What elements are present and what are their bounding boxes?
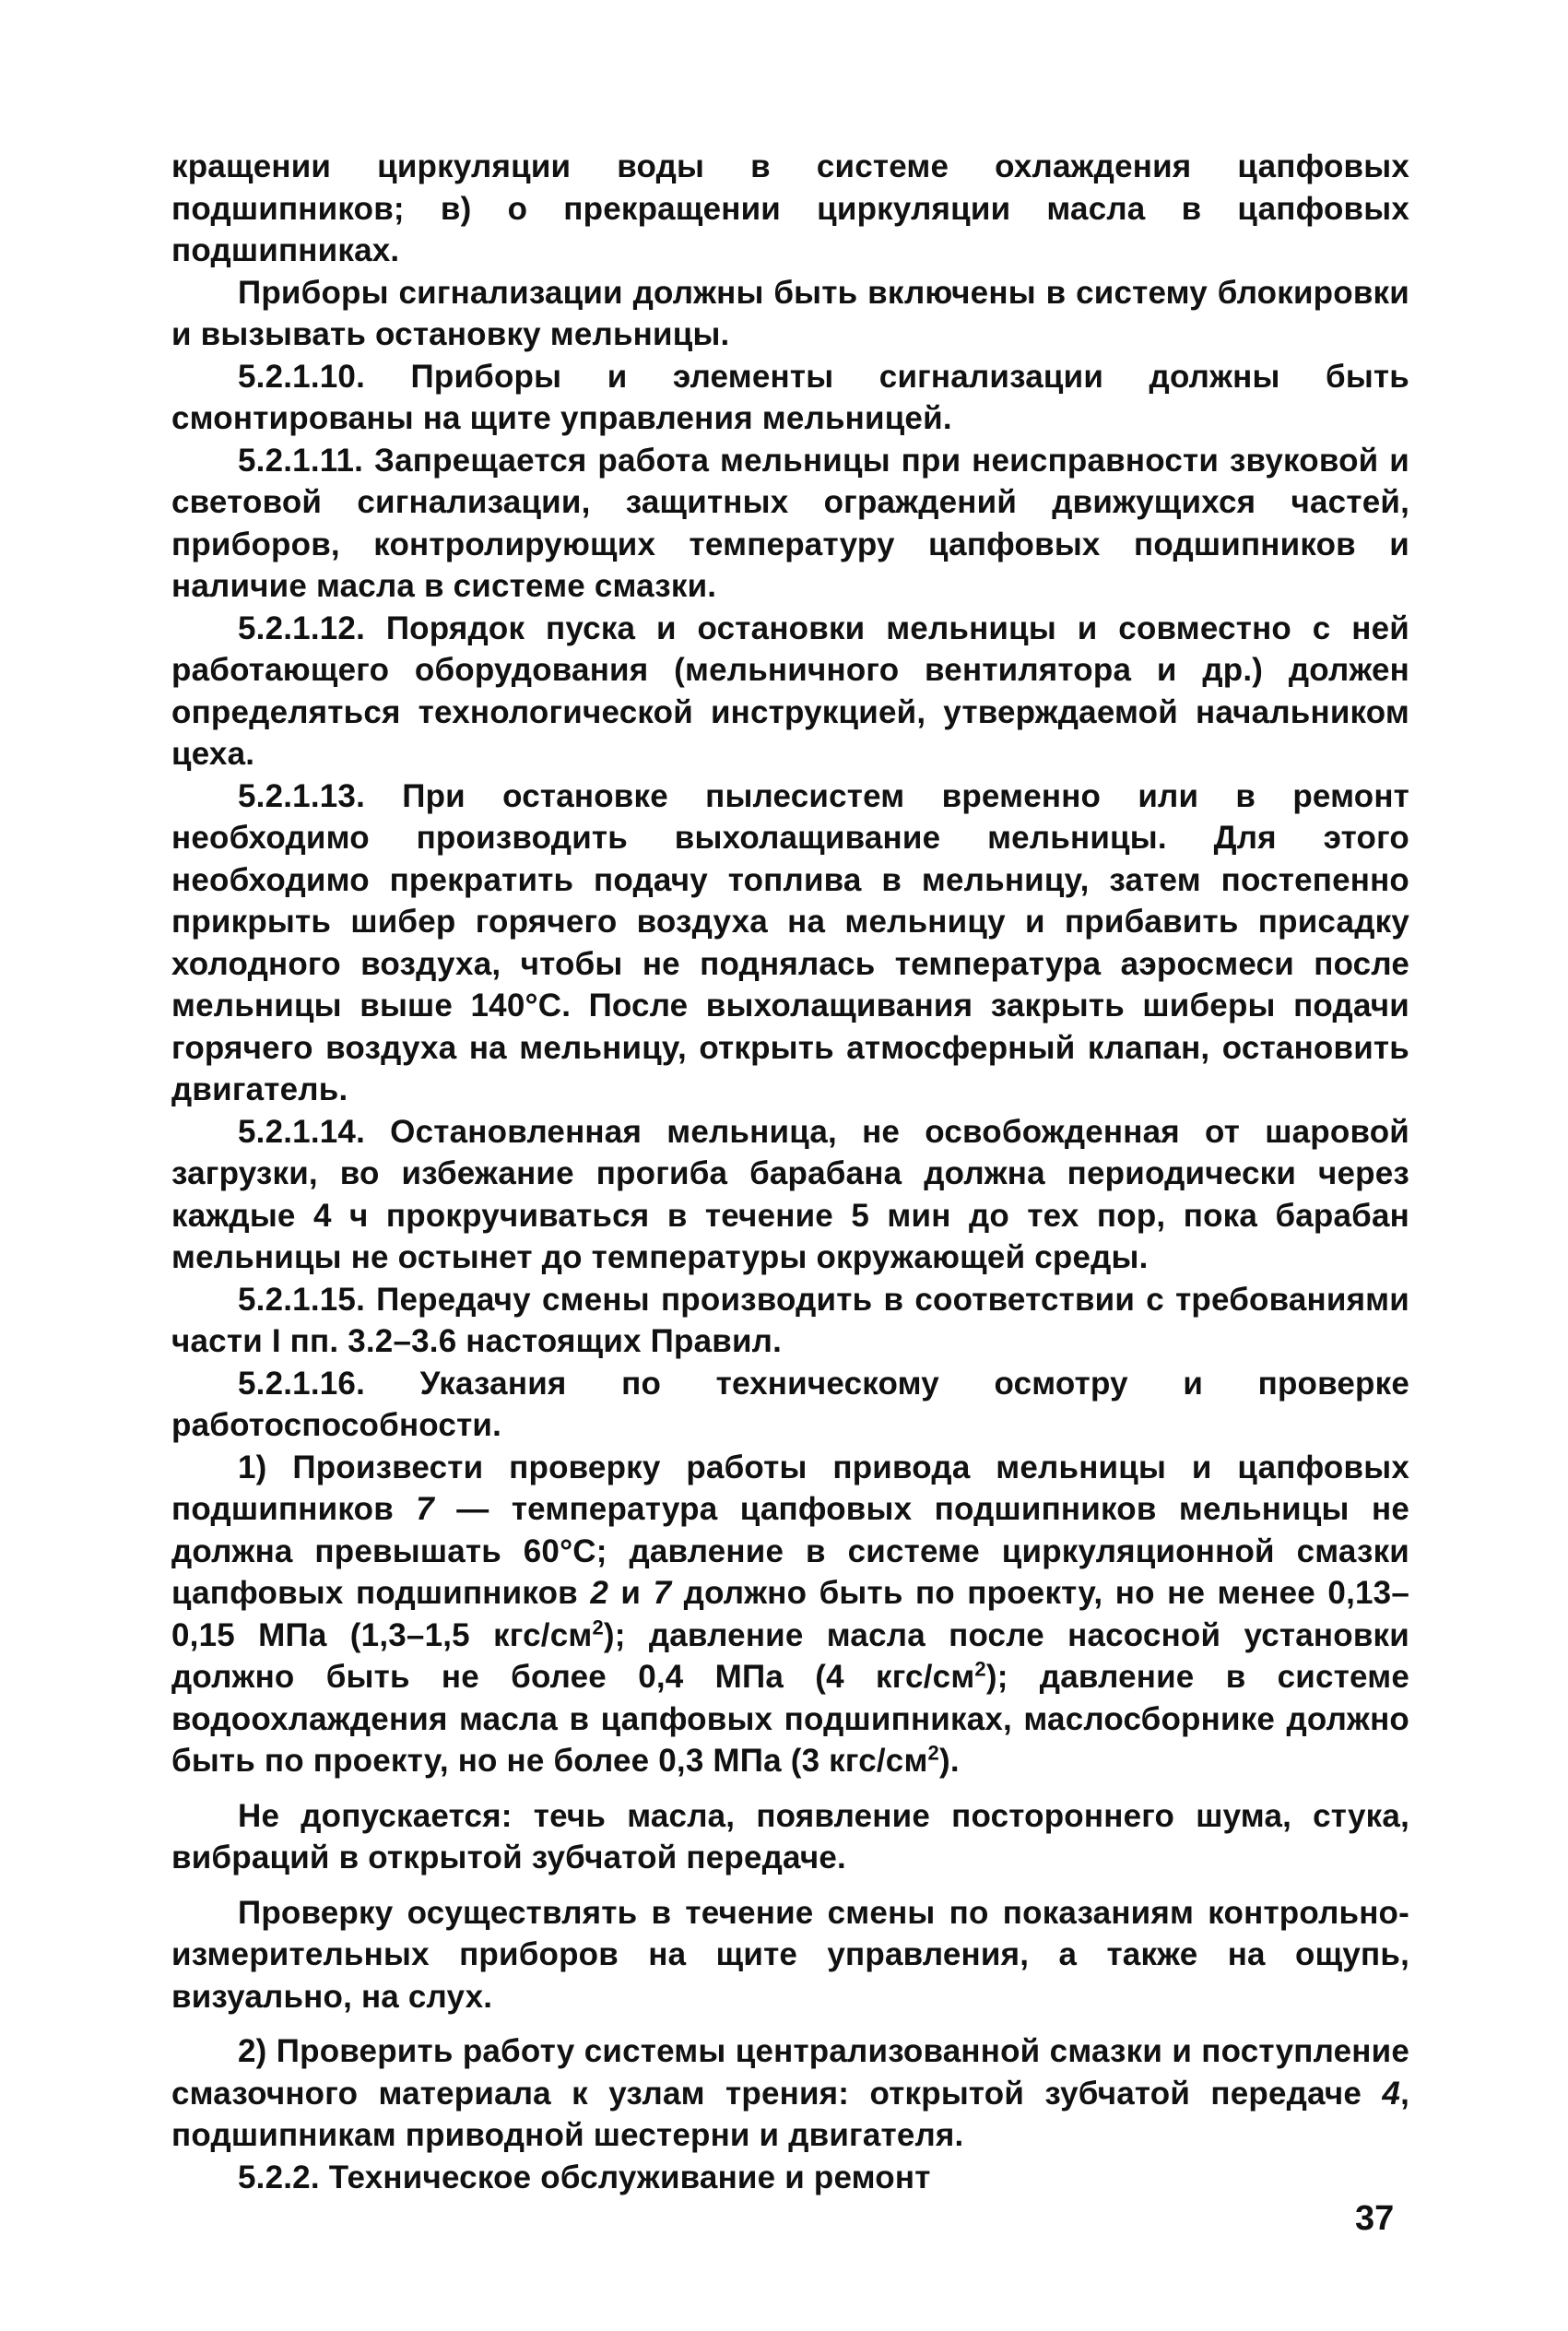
item1-text-6: ); давление в системе водоохлаждения масла в цапфовых подшипниках, маслосборнике должно быть по проекту, но не более 0,3 МПа (3 кгс/см [171, 1659, 1409, 1779]
paragraph-5-2-1-16: 5.2.1.16. Указания по техническому осмотру и проверке работоспособности. [171, 1365, 1409, 1443]
paragraph-blocking: Приборы сигнализации должны быть включены в систему блокировки и вызывать остановку мельницы. [171, 274, 1409, 352]
paragraph-item-2 [171, 2030, 1409, 2157]
paragraph-5-2-1-11: 5.2.1.11. Запрещается работа мельницы при неисправности звуковой и световой сигнализации, защитных ограждений движущихся частей, приборов, контролирующих температуру цапфовых подшипников и наличие масла в системе смазки. [171, 442, 1409, 604]
paragraph-5-2-1-13: 5.2.1.13. При остановке пылесистем временно или в ремонт необходимо производить выхолащивание мельницы. Для этого необходимо прекратить подачу топлива в мельницу, затем постепенно прикрыть шибер горячего воздуха на мельницу и прибавить присадку холодного воздуха, чтобы не поднялась температура аэросмеси после мельницы выше 140°С. После выхолащивания закрыть шиберы подачи горячего воздуха на мельницу, открыть атмосферный клапан, остановить двигатель. [171, 777, 1409, 1107]
item1-text-2: — температура цапфовых подшипников мельницы не должна превышать 60°С; давление в системе циркуляционной смазки цапфовых подшипников [171, 1491, 1409, 1611]
paragraph-check: Проверку осуществлять в течение смены по показаниям контрольно-измерительных приборов на щите управления, а также на ощупь, визуально, на слух. [171, 1894, 1409, 2015]
item1-sup-3: 2 [927, 1741, 939, 1765]
paragraph-5-2-1-15: 5.2.1.15. Передачу смены производить в соответствии с требованиями части I пп. 3.2–3.6 настоящих Правил. [171, 1281, 1409, 1359]
item2-text-1: 2) Проверить работу системы централизованной смазки и поступление смазочного материала к узлам трения: открытой зубчатой передаче [171, 2033, 1409, 2112]
paragraph-5-2-1-12: 5.2.1.12. Порядок пуска и остановки мельницы и совместно с ней работающего оборудования (мельничного вентилятора и др.) должен определяться технологической инструкцией, утверждаемой начальником цеха. [171, 609, 1409, 772]
item2-text-2: , подшипникам приводной шестерни и двигателя. [171, 2075, 1409, 2153]
item1-text-1: 1) Произвести проверку работы привода мельницы и цапфовых подшипников [171, 1449, 1409, 1527]
section-heading-5-2-2: 5.2.2. Техническое обслуживание и ремонт [238, 2159, 931, 2195]
item1-ref-7a: 7 [416, 1491, 434, 1527]
item1-text-3: и [608, 1575, 654, 1611]
item1-ref-2: 2 [590, 1575, 608, 1611]
body-text [171, 146, 1409, 2198]
item1-ref-7b: 7 [653, 1575, 672, 1611]
paragraph-5-2-1-10: 5.2.1.10. Приборы и элементы сигнализации должны быть смонтированы на щите управления мельницей. [171, 358, 1409, 436]
item2-ref-4: 4 [1382, 2075, 1401, 2112]
paragraph-5-2-1-14: 5.2.1.14. Остановленная мельница, не освобожденная от шаровой загрузки, во избежание прогиба барабана должна периодически через каждые 4 ч прокручиваться в течение 5 мин до тех пор, пока барабан мельницы не остынет до температуры окружающей среды. [171, 1113, 1409, 1275]
paragraph-item-1 [171, 1447, 1409, 1782]
item1-text-7: ). [938, 1743, 960, 1779]
item1-text-4: должно быть по проекту, но не менее 0,13–0,15 МПа (1,3–1,5 кгс/см [171, 1575, 1409, 1653]
paragraph-not-allowed: Не допускается: течь масла, появление постороннего шума, стука, вибраций в открытой зубчатой передаче. [171, 1797, 1409, 1875]
page-number: 37 [1355, 2199, 1395, 2238]
item1-text-5: ); давление масла после насосной установки должно быть не более 0,4 МПа (4 кгс/см [171, 1616, 1409, 1695]
paragraph-continuation: кращении циркуляции воды в системе охлаждения цапфовых подшипников; в) о прекращении циркуляции масла в цапфовых подшипниках. [171, 148, 1409, 268]
item1-sup-1: 2 [592, 1615, 604, 1639]
item1-sup-2: 2 [974, 1657, 986, 1681]
